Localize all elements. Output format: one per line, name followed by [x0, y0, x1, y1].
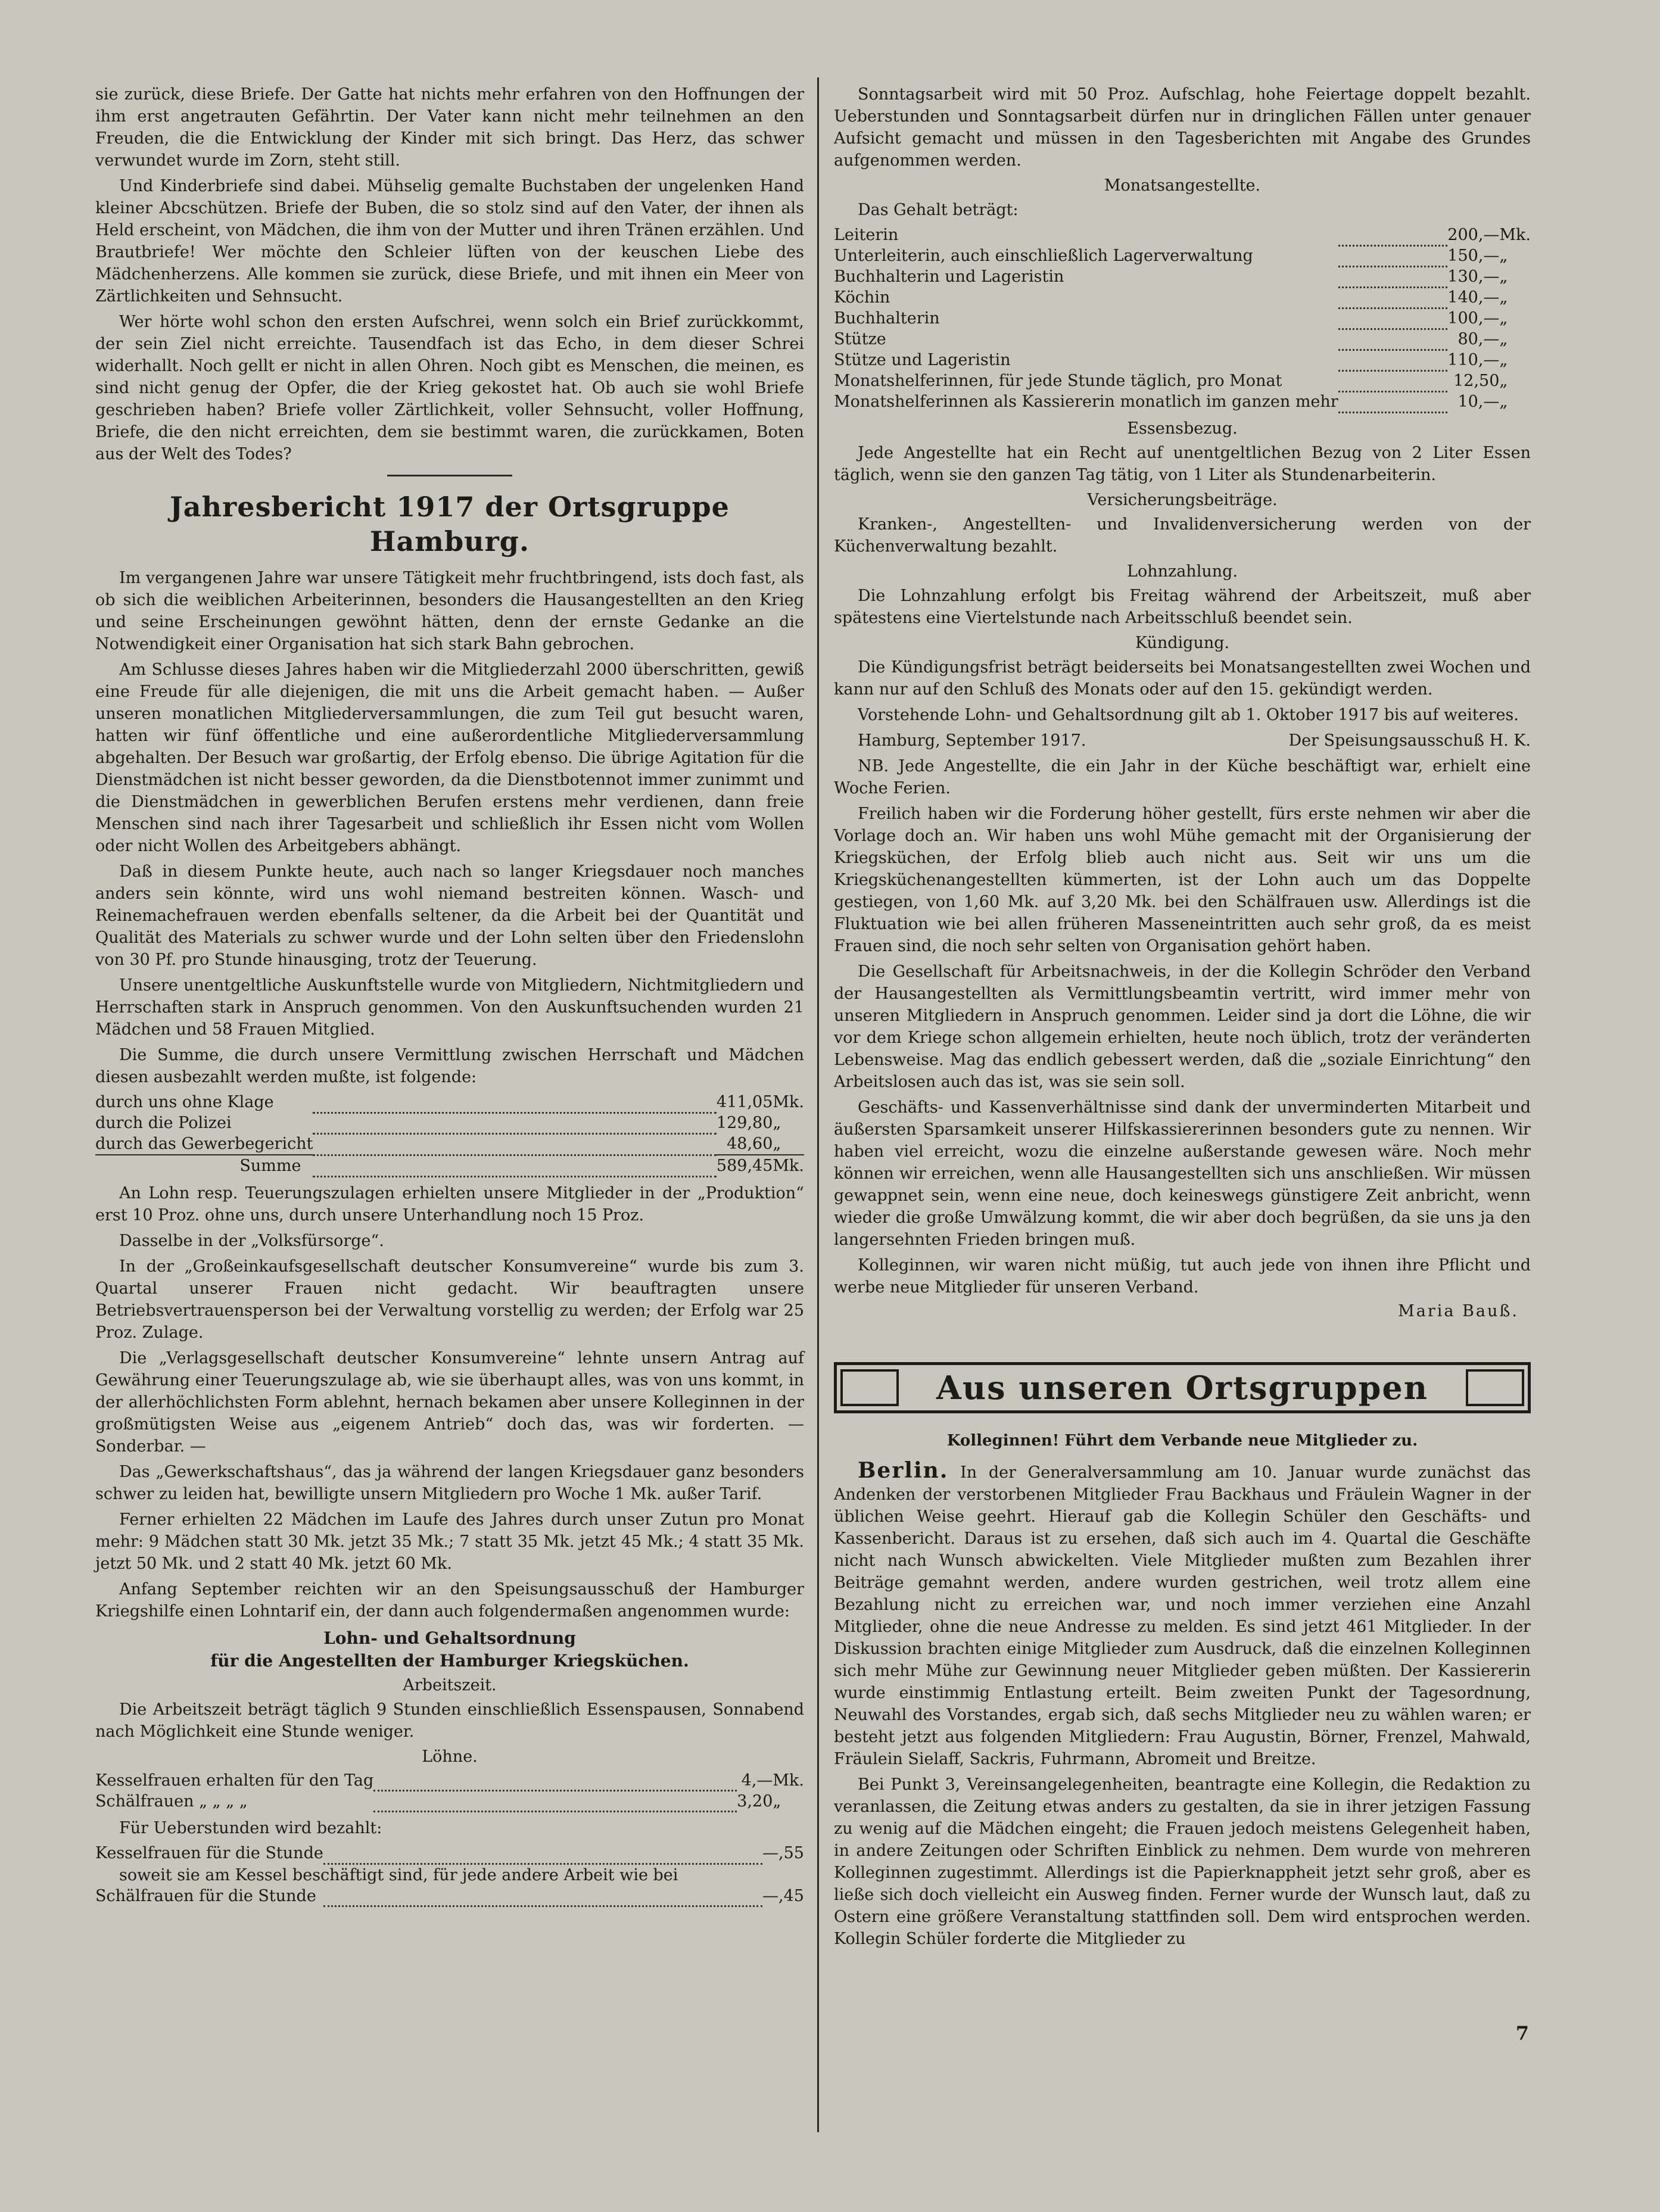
leader-dots — [1338, 225, 1448, 245]
body-paragraph: Dasselbe in der „Volksfürsorge“. — [119, 1231, 384, 1250]
gehalt-table — [834, 225, 1531, 413]
slogan: Kolleginnen! Führt dem Verbande neue Mitglieder zu. — [946, 1431, 1418, 1450]
gehalt-unit: „ — [1499, 267, 1508, 286]
gehalt-amount: 100,— — [1447, 309, 1500, 328]
body-paragraph: Daß in diesem Punkte heute, auch nach so langer Kriegsdauer noch manches anders sein könnte, wird uns wohl niemand bestreiten können. Wasch- und Reinemachefrauen werden ebenfalls seltener, da die Arbeit bei der Quantität und Qualität des Materials zu schwer wurde und der Lohn selten über den Friedenslohn von 30 Pf. pro Stunde hinausging, trotz der Teuerung. — [95, 862, 804, 969]
lohn-label: Schälfrauen „ „ „ „ — [95, 1792, 248, 1811]
kuend-heading: Kündigung. — [1135, 633, 1230, 652]
berlin-paragraph-2: Bei Punkt 3, Vereinsangelegenheiten, beantragte eine Kollegin, die Redaktion zu veranlassen, die Zeitung etwas anders zu gestalten, da sie in ihrer jetzigen Fassung zu wenig auf die Mädchen eingeht; die Frauen jedoch meistens Gelegenheit haben, in andere Zeitungen oder Schriften Einblick zu nehmen. Dem wurde von mehreren Kolleginnen zugestimmt. Allerdings ist die Papierknappheit jetzt sehr groß, aber es ließe sich doch vielleicht ein Ausweg finden. Ferner wurde der Wunsch laut, daß zu Ostern eine größere Veranstaltung stattfinden soll. Dem wird entsprochen werden. Kollegin Schüler forderte die Mitglieder zu — [834, 1775, 1531, 1948]
loehne-heading: Löhne. — [422, 1747, 478, 1766]
gehalt-row — [834, 308, 1531, 329]
gehalt-unit: „ — [1499, 309, 1508, 328]
body-paragraph: In der „Großeinkaufsgesellschaft deutscher Konsumvereine“ wurde bis zum 3. Quartal unserer Frauen nicht gedacht. Wir beauftragten unsere Betriebsvertrauensperson bei der Verwaltung vorstellig zu werden; der Erfolg war 25 Proz. Zulage. — [95, 1257, 804, 1342]
body-paragraph: Die Summe, die durch unsere Vermittlung zwischen Herrschaft und Mädchen diesen ausbezahlt werden mußte, ist folgende: — [95, 1046, 804, 1086]
gehalt-unit: „ — [1499, 372, 1508, 390]
body-paragraph: Unsere unentgeltliche Auskunftstelle wurde von Mitgliedern, Nichtmitgliedern und Herrschaften stark in Anspruch genommen. Von den Auskunftsuchenden wurden 21 Mädchen und 58 Frauen Mitglied. — [95, 976, 804, 1039]
gehalt-label: Buchhalterin und Lageristin — [834, 267, 1064, 286]
left-column — [95, 83, 804, 1912]
leader-dots — [1338, 287, 1448, 308]
versich-text: Kranken-, Angestellten- und Invalidenversicherung werden von der Küchenverwaltung bezahlt. — [834, 515, 1531, 556]
gehalt-label: Monatshelferinnen, für jede Stunde täglich, pro Monat — [834, 372, 1282, 390]
city-name: Berlin. — [858, 1457, 949, 1483]
lohn-row — [95, 1791, 804, 1812]
ueberstunden-row — [95, 1886, 804, 1906]
leader-dots — [1338, 245, 1448, 266]
sum-row — [95, 1133, 804, 1155]
gehalt-row — [834, 391, 1531, 412]
banner-box-right — [1466, 1369, 1524, 1406]
gehalt-row — [834, 225, 1531, 245]
ueberstunden-label: Kesselfrauen für die Stunde — [95, 1844, 323, 1862]
sum-row — [95, 1113, 804, 1133]
leader-dots — [313, 1133, 716, 1155]
gehalt-unit: „ — [1499, 247, 1508, 265]
ueberstunden-amount: —,55 — [762, 1844, 804, 1862]
page-number: 7 — [1515, 2022, 1529, 2045]
gehalt-unit: Mk. — [1499, 226, 1531, 244]
body-paragraph: Das „Gewerkschaftshaus“, das ja während der langen Kriegsdauer ganz besonders schwer zu leiden hat, bewilligte unsern Mitgliedern pro Woche 1 Mk. außer Tarif. — [95, 1462, 804, 1503]
essen-text: Jede Angestellte hat ein Recht auf unentgeltlichen Bezug von 2 Liter Essen täglich, wenn sie den ganzen Tag tätig, von 1 Liter als Stundenarbeiterin. — [834, 443, 1531, 484]
leader-dots — [373, 1770, 737, 1791]
gehalt-row — [834, 245, 1531, 266]
ueberstunden-line: Für Ueberstunden wird bezahlt: — [119, 1819, 382, 1837]
sum-unit: „ — [773, 1114, 781, 1132]
lohn-amount: 3,20 — [737, 1792, 773, 1811]
sum-total-unit: Mk. — [773, 1155, 804, 1176]
gehalt-amount: 12,50 — [1453, 372, 1500, 390]
gehalt-amount: 80,— — [1457, 330, 1500, 348]
dateline — [834, 730, 1531, 752]
banner-title: Aus unseren Ortsgruppen — [936, 1368, 1428, 1407]
arbeitszeit-heading: Arbeitszeit. — [403, 1675, 497, 1694]
gehalt-label: Stütze — [834, 330, 886, 348]
kuend-text: Die Kündigungsfrist beträgt beiderseits bei Monatsangestellten zwei Wochen und kann nur auf den Schluß des Monats oder auf den 15. gekündigt werden. — [834, 658, 1531, 699]
gehalt-amount: 150,— — [1447, 247, 1500, 265]
loehne-table — [95, 1770, 804, 1813]
leader-dots — [373, 1791, 737, 1812]
gehalt-label: Köchin — [834, 288, 890, 307]
sum-unit: „ — [773, 1135, 781, 1153]
monats-heading: Monatsangestellte. — [1104, 176, 1261, 195]
date-place: Hamburg, September 1917. — [858, 731, 1086, 750]
lohn-unit: „ — [773, 1792, 781, 1811]
sum-total-row — [95, 1155, 804, 1176]
lohn-amount: 4,— — [741, 1771, 773, 1790]
essen-heading: Essensbezug. — [1127, 419, 1238, 438]
gehalt-row — [834, 370, 1531, 391]
leader-dots — [1338, 308, 1448, 329]
berlin-paragraph — [834, 1457, 1531, 1770]
gehalt-unit: „ — [1499, 351, 1508, 369]
gehalt-row — [834, 329, 1531, 350]
body-paragraph: Sonntagsarbeit wird mit 50 Proz. Aufschlag, hohe Feiertage doppelt bezahlt. Ueberstunden und Sonntagsarbeit dürfen nur in dringlichen Fällen unter genauer Aufsicht gemacht und müssen in den Tagesberichten mit Angabe des Grundes aufgenommen werden. — [834, 85, 1531, 170]
sum-amount: 48,60 — [727, 1135, 773, 1153]
body-paragraph: Freilich haben wir die Forderung höher gestellt, fürs erste nehmen wir aber die Vorlage doch an. Wir haben uns wohl Mühe gemacht mit der Organisierung der Kriegsküchen, der Erfolg blieb auch nicht aus. Seit wir uns um die Kriegsküchenangestellten kümmerten, ist der Lohn auch um das Doppelte gestiegen, von 1,60 Mk. auf 3,20 Mk. bei den Schälfrauen usw. Allerdings ist die Fluktuation wie bei allen früheren Masseneintritten auch sehr groß, da es meist Frauen sind, die noch sehr selten von Organisation gehört haben. — [834, 804, 1531, 955]
right-column — [834, 83, 1531, 1954]
gehalt-line: Das Gehalt beträgt: — [858, 201, 1019, 219]
gehalt-label: Stütze und Lageristin — [834, 351, 1011, 369]
intro-paragraph: Und Kinderbriefe sind dabei. Mühselig gemalte Buchstaben der ungelenken Hand kleiner Abcschützen. Briefe der Buben, die so stolz sind auf den Vater, der ihnen als Held erscheint, von Mädchen, die ihm von der Mutter und ihren Tränen erzählen. Und Brautbriefe! Wer möchte den Schleier lüften von der keuschen Liebe des Mädchenherzens. Alle kommen sie zurück, diese Briefe, und mit ihnen ein Meer von Zärtlichkeiten und Sehnsucht. — [95, 177, 804, 306]
sum-unit: Mk. — [773, 1093, 804, 1111]
sum-label: durch uns ohne Klage — [95, 1093, 274, 1111]
gehalt-amount: 110,— — [1447, 351, 1500, 369]
sums-table — [95, 1092, 804, 1177]
gehalt-unit: „ — [1499, 392, 1508, 411]
lohnz-text: Die Lohnzahlung erfolgt bis Freitag während der Arbeitszeit, muß aber spätestens eine Viertelstunde nach Arbeitsschluß beendet sein. — [834, 586, 1531, 627]
intro-paragraph: sie zurück, diese Briefe. Der Gatte hat nichts mehr erfahren von den Hoffnungen der ihm erst angetrauten Gefährtin. Der Vater kann nicht mehr teilnehmen an den Freuden, die die Entwicklung der Kinder mit sich bringt. Das Herz, das schwer verwundet wurde im Zorn, steht still. — [95, 85, 804, 170]
leader-dots — [323, 1886, 762, 1906]
leader-dots — [1338, 266, 1448, 287]
gehalt-row — [834, 266, 1531, 287]
gehalt-unit: „ — [1499, 330, 1508, 348]
lohnz-heading: Lohnzahlung. — [1127, 562, 1238, 581]
gehalt-amount: 200,— — [1447, 226, 1500, 244]
gehalt-amount: 140,— — [1447, 288, 1500, 307]
leader-dots — [313, 1092, 716, 1113]
signature: Maria Bauß. — [1398, 1301, 1519, 1320]
gehalt-row — [834, 287, 1531, 308]
body-paragraph: Die Gesellschaft für Arbeitsnachweis, in der die Kollegin Schröder den Verband der Hausangestellten als Vermittlungsbeamtin vertritt, wird immer mehr von unseren Mitgliedern in Anspruch genommen. Leider sind ja dort die Löhne, die wir vor dem Kriege schon allgemein erhielten, heute noch üblich, trotz der veränderten Lebensweise. Mag das endlich gebessert werden, daß die „soziale Einrichtung“ den Arbeitslosen auch das ist, was sie sein soll. — [834, 962, 1531, 1091]
gehalt-row — [834, 350, 1531, 370]
intro-paragraph: Wer hörte wohl schon den ersten Aufschrei, wenn solch ein Brief zurückkommt, der sein Ziel nicht erreichte. Tausendfach ist das Echo, in dem dieser Schrei widerhallt. Noch gellt er nicht in allen Ohren. Noch gibt es Menschen, die meinen, es sind nicht genug der Opfer, die der Krieg gekostet hat. Ob auch sie wohl Briefe geschrieben haben? Briefe voller Zärtlichkeit, voller Sehnsucht, voller Hoffnung, Briefe, die den nicht erreichten, dem sie bestimmt waren, die zurückkamen, Boten aus der Welt des Todes? — [95, 313, 804, 463]
body-paragraph: Die „Verlagsgesellschaft deutscher Konsumvereine“ lehnte unsern Antrag auf Gewährung einer Teuerungszulage ab, wie sie überhaupt alles, was von uns kommt, in der allerhöchlichsten Form ablehnt, hernach bekamen aber unsere Kolleginnen in der großmütigsten Weise aus „eigenem Antrieb“ doch das, was wir forderten. — Sonderbar. — — [95, 1348, 804, 1456]
tarif-title: Lohn- und Gehaltsordnung — [323, 1628, 576, 1648]
body-paragraph: Anfang September reichten wir an den Speisungsausschuß der Hamburger Kriegshilfe einen Lohntarif ein, der dann auch folgendermaßen angenommen wurde: — [95, 1579, 804, 1621]
ueberstunden-label: soweit sie am Kessel beschäftigt sind, für jede andere Arbeit wie bei — [119, 1865, 678, 1884]
nb-text: NB. Jede Angestellte, die ein Jahr in der Küche beschäftigt war, erhielt eine Woche Ferien. — [834, 756, 1531, 797]
sum-row — [95, 1092, 804, 1113]
leader-dots — [1338, 370, 1448, 391]
tarif-subtitle: für die Angestellten der Hamburger Kriegsküchen. — [210, 1650, 689, 1671]
sum-label: durch das Gewerbegericht — [95, 1135, 313, 1153]
ueberstunden-row — [95, 1864, 804, 1886]
body-paragraph: Kolleginnen, wir waren nicht müßig, tut auch jede von ihnen ihre Pflicht und werbe neue Mitglieder für unseren Verband. — [834, 1255, 1531, 1297]
body-paragraph: Ferner erhielten 22 Mädchen im Laufe des Jahres durch unser Zutun pro Monat mehr: 9 Mädchen statt 30 Mk. jetzt 35 Mk.; 7 statt 35 Mk. jetzt 45 Mk.; 4 statt 35 Mk. jetzt 50 Mk. und 2 statt 40 Mk. jetzt 60 Mk. — [95, 1510, 804, 1573]
ueberstunden-table — [95, 1843, 804, 1907]
banner-box-left — [840, 1369, 899, 1406]
lohn-label: Kesselfrauen erhalten für den Tag — [95, 1771, 374, 1790]
sum-total-amount: 589,45 — [717, 1155, 773, 1176]
section-banner — [834, 1362, 1531, 1413]
versich-heading: Versicherungsbeiträge. — [1087, 490, 1278, 509]
ueberstunden-label: Schälfrauen für die Stunde — [95, 1886, 316, 1905]
arbeitszeit-text: Die Arbeitszeit beträgt täglich 9 Stunden einschließlich Essenspausen, Sonnabend nach Möglichkeit eine Stunde weniger. — [95, 1700, 804, 1741]
sum-amount: 411,05 — [716, 1093, 773, 1111]
lohn-unit: Mk. — [773, 1771, 804, 1790]
leader-dots — [323, 1843, 762, 1864]
body-paragraph: Am Schlusse dieses Jahres haben wir die Mitgliederzahl 2000 überschritten, gewiß eine Freude für alle diejenigen, die mit uns die Arbeit gemacht haben. — Außer unseren monatlichen Mitgliederversammlungen, die zum Teil gut besucht waren, hatten wir fünf öffentliche und eine außerordentliche Mitgliederversammlung abgehalten. Der Besuch war großartig, der Erfolg ebenso. Die übrige Agitation für die Dienstmädchen ist nicht besser geworden, da die Dienstbotennot immer zunimmt und die Dienstmädchen in gewerblichen Berufen erstens mehr verdienen, dann freie Menschen sind nach ihrer Tagesarbeit und schließlich ihr Essen nicht vom Wollen oder nicht Wollen des Arbeitgebers abhängt. — [95, 661, 804, 855]
body-paragraph: Geschäfts- und Kassenverhältnisse sind dank der unverminderten Mitarbeit und äußersten Sparsamkeit unserer Hilfskassiererinnen besonders gute zu nennen. Wir haben viel erreicht, wozu die einzelne außerstande gewesen wäre. Noch mehr können wir erreichen, wenn alle Hausangestellten sich uns anschließen. Wir müssen gewappnet sein, wenn eine neue, doch keineswegs günstigere Zeit anbricht, wenn wieder die große Umwälzung kommt, die wir aber doch begrüßen, da sie uns ja den langersehnten Frieden bringen muß. — [834, 1098, 1531, 1249]
date-signer: Der Speisungsausschuß H. K. — [1288, 731, 1531, 750]
leader-dots — [313, 1155, 716, 1176]
sum-label: durch die Polizei — [95, 1114, 232, 1132]
sum-total-label: Summe — [95, 1155, 313, 1176]
gehalt-amount: 130,— — [1447, 267, 1500, 286]
gehalt-unit: „ — [1499, 288, 1508, 307]
berlin-text: In der Generalversammlung am 10. Januar wurde zunächst das Andenken der verstorbenen Mitglieder Frau Backhaus und Fräulein Wagner in der üblichen Weise geehrt. Hierauf gab die Kollegin Schüler den Geschäfts- und Kassenbericht. Daraus ist zu ersehen, daß sich auch im 4. Quartal die Geschäfte nicht nach Wunsch abwickelten. Viele Mitglieder mußten zum Bezahlen ihrer Beiträge gemahnt werden, andere wurden gestrichen, weil trotz allem eine Bezahlung nicht zu erreichen war, und noch immer verziehen eine Anzahl Mitglieder, ohne die neue Andresse zu melden. Es sind jetzt 461 Mitglieder. In der Diskussion brachten einige Mitglieder zum Ausdruck, daß die einzelnen Kolleginnen sich mehr Mühe zur Gewinnung neuer Mitglieder geben müßten. Der Kassiererin wurde einstimmig Entlastung erteilt. Beim zweiten Punkt der Tagesordnung, Neuwahl des Vorstandes, ergab sich, daß sechs Mitglieder neu zu wählen waren; er besteht jetzt aus folgenden Mitgliedern: Frau Augustin, Börner, Frenzel, Mahwald, Fräulein Sielaff, Sackris, Fuhrmann, Abromeit und Breitze. — [834, 1463, 1531, 1768]
column-divider — [817, 77, 819, 2132]
leader-dots — [1338, 329, 1448, 350]
section-divider — [387, 475, 512, 476]
leader-dots — [1338, 391, 1448, 412]
gehalt-label: Buchhalterin — [834, 309, 940, 328]
gehalt-label: Leiterin — [834, 226, 899, 244]
gehalt-label: Unterleiterin, auch einschließlich Lagerverwaltung — [834, 247, 1253, 265]
body-paragraph: An Lohn resp. Teuerungszulagen erhielten unsere Mitglieder in der „Produktion“ erst 10 Proz. ohne uns, durch unsere Unterhandlung noch 15 Proz. — [95, 1183, 804, 1225]
body-paragraph: Im vergangenen Jahre war unsere Tätigkeit mehr fruchtbringend, ists doch fast, als ob sich die weiblichen Arbeiterinnen, besonders die Hausangestellten an den Krieg und seine Erscheinungen gewöhnt hätten, denn der ernste Gedanke an die Notwendigkeit einer Organisation hat sich stark Bahn gebrochen. — [95, 569, 804, 653]
sum-amount: 129,80 — [716, 1114, 773, 1132]
leader-dots — [313, 1113, 716, 1133]
leader-dots — [1338, 350, 1448, 370]
article-title: Jahresbericht 1917 der Ortsgruppe Hamburg. — [170, 491, 730, 557]
gehalt-amount: 10,— — [1457, 392, 1500, 411]
ueberstunden-row — [95, 1843, 804, 1864]
lohn-row — [95, 1770, 804, 1791]
gilt-text: Vorstehende Lohn- und Gehaltsordnung gilt ab 1. Oktober 1917 bis auf weiteres. — [858, 705, 1519, 724]
ueberstunden-amount: —,45 — [762, 1886, 804, 1905]
gehalt-label: Monatshelferinnen als Kassiererin monatlich im ganzen mehr — [834, 392, 1338, 411]
